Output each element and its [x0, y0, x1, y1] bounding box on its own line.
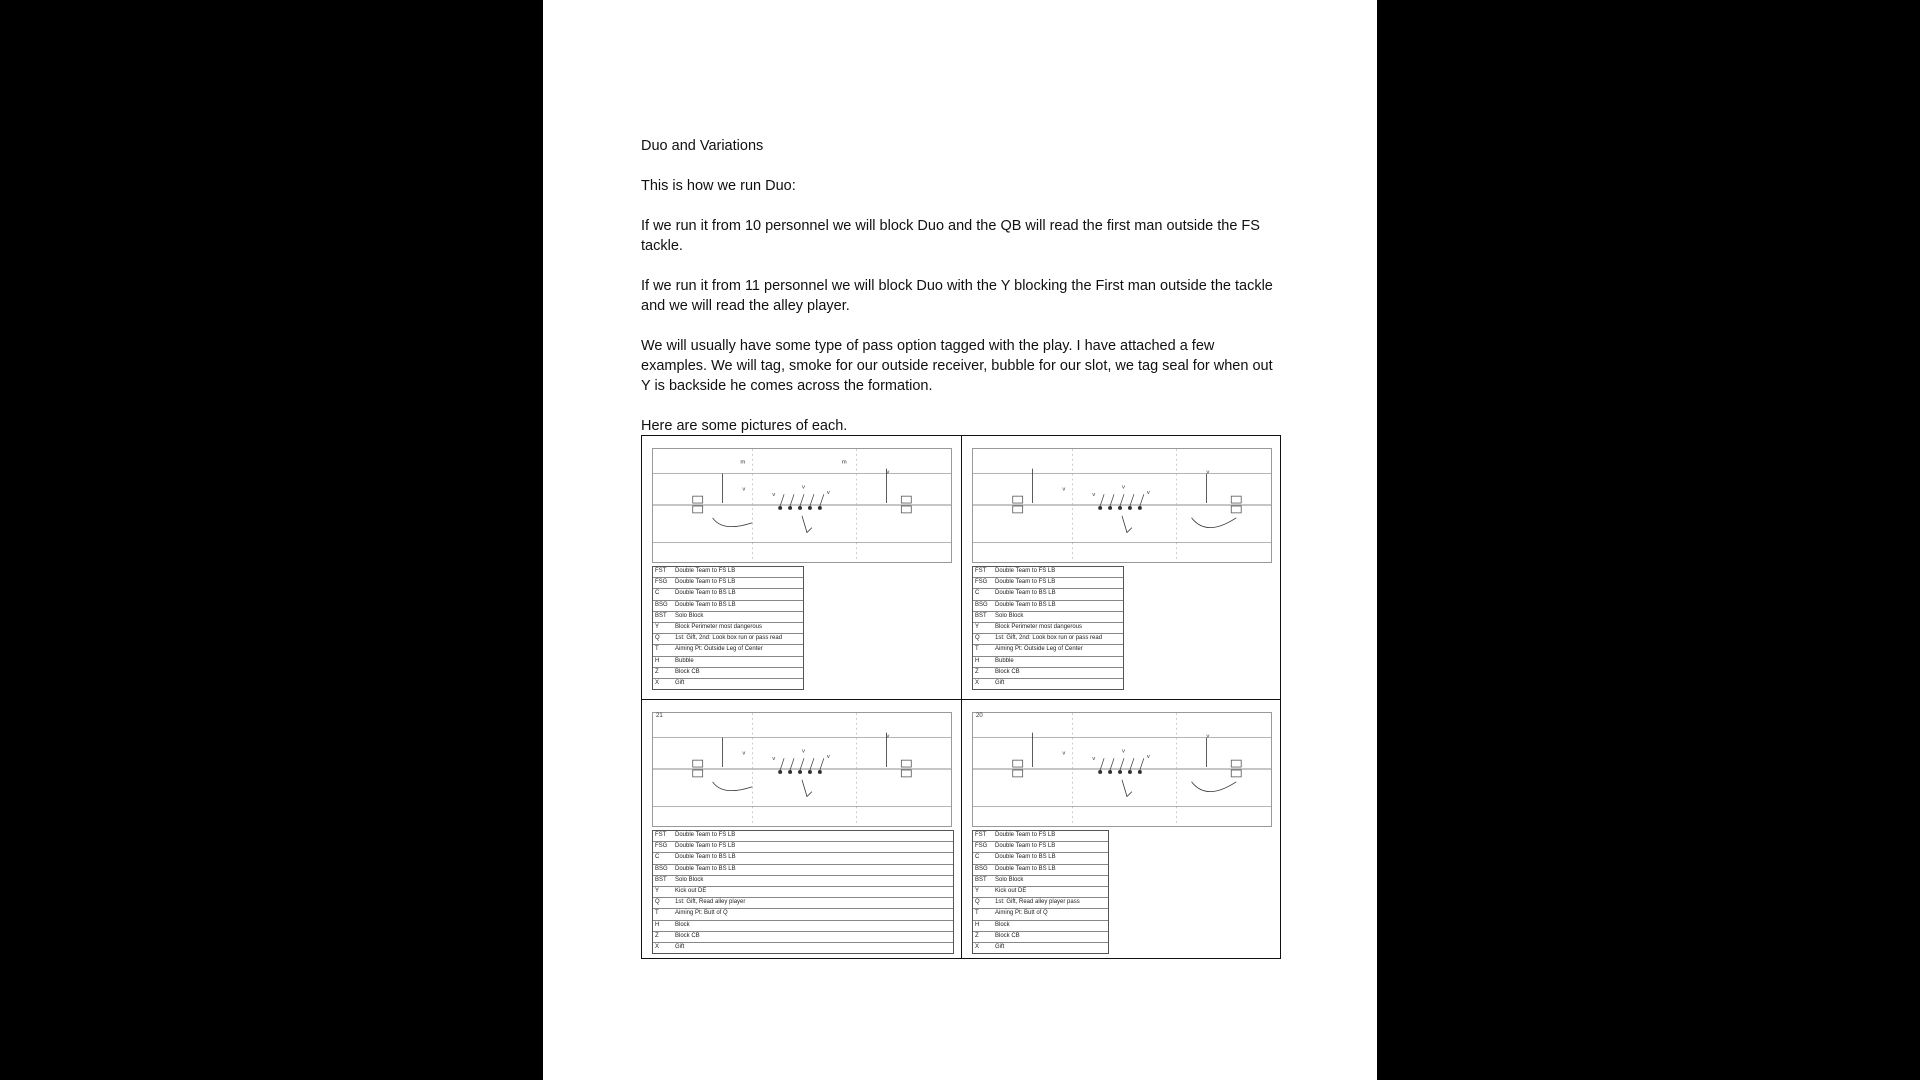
receiver-box: [1013, 506, 1023, 513]
receiver-box: [693, 496, 703, 503]
paragraph: If we run it from 10 personnel we will block Duo and the QB will read the first man outside the FS tackle.: [641, 218, 1260, 254]
assignment-row: [973, 853, 1108, 864]
position-code: Q: [975, 899, 980, 906]
block-arrow: [790, 494, 794, 506]
receiver-box: [693, 760, 703, 767]
position-code: FST: [975, 832, 987, 838]
block-arrow: [780, 494, 784, 506]
assignment-row: [973, 943, 1108, 953]
assignment-description: Double Team to BS LB: [995, 865, 1056, 872]
defender-mark: v: [826, 490, 830, 497]
lineman: [788, 770, 792, 774]
assignment-description: Double Team to BS LB: [995, 854, 1056, 861]
block-arrow: [820, 494, 824, 506]
defender-mark: v: [886, 733, 890, 740]
play-diagram: [652, 712, 952, 827]
assignment-row: [973, 921, 1108, 932]
assignment-description: Solo Block: [675, 612, 704, 619]
document-body: [641, 136, 1281, 456]
assignment-row: [973, 623, 1123, 634]
position-code: Y: [655, 887, 660, 894]
block-arrow: [1140, 494, 1144, 506]
assignment-description: Block Perimeter most dangerous: [995, 623, 1083, 630]
defender-mark: v: [802, 484, 805, 491]
field-label: 21: [656, 713, 663, 719]
lineman: [1128, 506, 1132, 510]
position-code: T: [975, 646, 979, 653]
block-arrow: [780, 758, 784, 770]
lineman: [1108, 506, 1112, 510]
assignment-description: Block CB: [675, 932, 700, 939]
position-code: BSG: [655, 865, 668, 872]
position-code: X: [655, 679, 660, 686]
assignment-row: [653, 943, 953, 953]
assignment-row: [653, 909, 953, 920]
defender-mark: v: [826, 754, 830, 761]
assignment-row: [973, 887, 1108, 898]
assignment-description: 1st: Gift, 2nd: Look box run or pass read: [675, 635, 783, 642]
lineman: [1098, 506, 1102, 510]
assignment-row: [973, 831, 1108, 842]
assignment-description: Block: [675, 921, 690, 928]
receiver-box: [693, 506, 703, 513]
assignment-row: [973, 909, 1108, 920]
assignment-row: [973, 842, 1108, 853]
play-cell: [642, 436, 961, 699]
defender-mark: v: [1092, 756, 1096, 763]
receiver-box: [901, 770, 911, 777]
defender-mark: v: [1062, 486, 1066, 493]
position-code: BST: [655, 876, 667, 883]
play-cell: [961, 436, 1280, 699]
assignment-row: [973, 932, 1108, 943]
assignment-description: Double Team to BS LB: [675, 854, 736, 861]
play-diagram: [972, 712, 1272, 827]
block-arrow: [1100, 758, 1104, 770]
document-title: Duo and Variations: [641, 138, 764, 154]
assignment-description: Aiming Pt: Outside Leg of Center: [995, 646, 1083, 653]
paragraph: We will usually have some type of pass option tagged with the play. I have attached a few examples. We will tag, smoke for our outside receiver, bubble for our slot, we tag seal for when out Y is backside he comes across the formation.: [641, 338, 1273, 394]
assignment-description: Bubble: [675, 657, 694, 664]
assignment-table: [972, 830, 1109, 954]
assignment-description: 1st: Gift, Read alley player: [675, 899, 746, 906]
position-code: BST: [975, 612, 987, 619]
assignment-table: [652, 566, 804, 690]
block-arrow: [800, 758, 804, 770]
assignment-row: [973, 898, 1108, 909]
position-code: Z: [655, 932, 659, 939]
receiver-box: [901, 506, 911, 513]
assignment-description: Solo Block: [995, 612, 1024, 619]
assignment-description: Block CB: [995, 668, 1020, 675]
assignment-row: [653, 898, 953, 909]
assignment-row: [973, 634, 1123, 645]
field-sketch: [973, 449, 1271, 562]
assignment-row: [973, 589, 1123, 600]
receiver-box: [1013, 760, 1023, 767]
assignment-row: [653, 668, 803, 679]
assignment-description: Block CB: [995, 932, 1020, 939]
lineman: [808, 506, 812, 510]
receiver-box: [1231, 770, 1241, 777]
position-code: H: [975, 921, 980, 928]
position-code: C: [975, 854, 980, 861]
position-code: H: [655, 921, 660, 928]
position-code: BST: [655, 612, 667, 619]
assignment-description: 1st: Gift, Read alley player pass: [995, 899, 1080, 906]
lineman: [778, 770, 782, 774]
assignment-description: Double Team to BS LB: [995, 590, 1056, 597]
assignment-row: [653, 831, 953, 842]
assignment-row: [653, 645, 803, 656]
assignment-row: [653, 657, 803, 668]
lineman: [1098, 770, 1102, 774]
assignment-description: Gift: [675, 943, 685, 950]
receiver-box: [1013, 496, 1023, 503]
position-code: C: [975, 590, 980, 597]
position-code: Y: [975, 623, 980, 630]
assignment-description: Block Perimeter most dangerous: [675, 623, 763, 630]
block-arrow: [820, 758, 824, 770]
block-arrow: [1110, 494, 1114, 506]
receiver-box: [901, 496, 911, 503]
motion-path: [1192, 518, 1237, 528]
assignment-row: [653, 601, 803, 612]
assignment-description: Double Team to FS LB: [675, 843, 736, 850]
defender-mark: v: [1146, 490, 1150, 497]
defender-mark: v: [742, 486, 746, 493]
position-code: X: [975, 679, 980, 686]
lineman: [1138, 506, 1142, 510]
defender-mark: v: [1092, 492, 1096, 499]
field-mark: m: [740, 459, 746, 466]
lineman: [798, 770, 802, 774]
assignment-row: [653, 865, 953, 876]
position-code: FST: [655, 832, 667, 838]
assignment-row: [653, 567, 803, 578]
assignment-description: Block CB: [675, 668, 700, 675]
assignment-row: [653, 842, 953, 853]
block-arrow: [1120, 758, 1124, 770]
assignment-description: Double Team to FS LB: [995, 579, 1056, 586]
assignment-description: 1st: Gift, 2nd: Look box run or pass read: [995, 635, 1103, 642]
assignment-description: Double Team to FS LB: [995, 843, 1056, 850]
lineman: [1128, 770, 1132, 774]
lineman: [818, 770, 822, 774]
block-arrow: [790, 758, 794, 770]
assignment-description: Double Team to BS LB: [995, 601, 1056, 608]
assignment-table: [652, 830, 954, 954]
lineman: [808, 770, 812, 774]
motion-path: [713, 782, 753, 791]
defender-mark: v: [886, 469, 890, 476]
lineman: [778, 506, 782, 510]
play-cell: [642, 699, 961, 958]
block-arrow: [800, 494, 804, 506]
position-code: T: [655, 646, 659, 653]
position-code: T: [975, 910, 979, 917]
position-code: BSG: [975, 865, 988, 872]
assignment-description: Gift: [675, 679, 685, 686]
block-arrow: [1140, 758, 1144, 770]
paragraph: If we run it from 11 personnel we will block Duo with the Y blocking the First man outside the tackle and we will read the alley player.: [641, 278, 1273, 314]
run-path: [1122, 516, 1132, 533]
assignment-row: [973, 567, 1123, 578]
assignment-description: Kick out DE: [675, 887, 707, 894]
assignment-description: Kick out DE: [995, 887, 1027, 894]
receiver-box: [1013, 770, 1023, 777]
defender-mark: v: [772, 756, 776, 763]
assignment-row: [653, 589, 803, 600]
assignment-description: Solo Block: [995, 876, 1024, 883]
position-code: FST: [655, 568, 667, 574]
assignment-description: Aiming Pt: Butt of Q: [995, 910, 1048, 917]
position-code: Q: [655, 635, 660, 642]
defender-mark: v: [1146, 754, 1150, 761]
assignment-row: [973, 679, 1123, 689]
lineman: [1118, 770, 1122, 774]
position-code: FST: [975, 568, 987, 574]
field-sketch: [973, 713, 1271, 826]
paragraph: This is how we run Duo:: [641, 178, 796, 194]
assignment-table: [972, 566, 1124, 690]
position-code: Z: [975, 932, 979, 939]
assignment-description: Double Team to BS LB: [675, 865, 736, 872]
assignment-row: [653, 932, 953, 943]
receiver-box: [901, 760, 911, 767]
position-code: Y: [655, 623, 660, 630]
assignment-description: Gift: [995, 943, 1005, 950]
run-path: [802, 780, 812, 797]
play-cell: [961, 699, 1280, 958]
field-sketch: [653, 713, 951, 826]
block-arrow: [1110, 758, 1114, 770]
position-code: T: [655, 910, 659, 917]
defender-mark: v: [802, 748, 805, 755]
defender-mark: v: [1206, 469, 1210, 476]
play-diagram: [972, 448, 1272, 563]
position-code: Z: [975, 668, 979, 675]
assignment-row: [653, 578, 803, 589]
position-code: FSG: [655, 579, 668, 586]
position-code: Y: [975, 887, 980, 894]
assignment-row: [653, 853, 953, 864]
assignment-description: Double Team to FS LB: [995, 832, 1056, 838]
assignment-row: [653, 887, 953, 898]
paragraph: Here are some pictures of each.: [641, 418, 848, 434]
assignment-description: Gift: [995, 679, 1005, 686]
assignment-row: [973, 657, 1123, 668]
position-code: X: [655, 943, 660, 950]
lineman: [1108, 770, 1112, 774]
assignment-description: Block: [995, 921, 1010, 928]
assignment-row: [653, 679, 803, 689]
assignment-row: [973, 876, 1108, 887]
position-code: BSG: [655, 601, 668, 608]
defender-mark: v: [772, 492, 776, 499]
defender-mark: v: [1206, 733, 1210, 740]
field-label: 20: [976, 713, 983, 719]
assignment-description: Double Team to BS LB: [675, 601, 736, 608]
position-code: BSG: [975, 601, 988, 608]
position-code: C: [655, 854, 660, 861]
position-code: FSG: [975, 579, 988, 586]
assignment-description: Double Team to FS LB: [675, 579, 736, 586]
position-code: FSG: [655, 843, 668, 850]
assignment-description: Aiming Pt: Butt of Q: [675, 910, 728, 917]
lineman: [798, 506, 802, 510]
defender-mark: v: [1122, 484, 1125, 491]
block-arrow: [1120, 494, 1124, 506]
block-arrow: [1100, 494, 1104, 506]
assignment-row: [973, 612, 1123, 623]
position-code: Q: [975, 635, 980, 642]
assignment-description: Double Team to FS LB: [675, 568, 736, 574]
field-sketch: [653, 449, 951, 562]
receiver-box: [693, 770, 703, 777]
position-code: X: [975, 943, 980, 950]
assignment-description: Double Team to FS LB: [675, 832, 736, 838]
assignment-description: Double Team to BS LB: [675, 590, 736, 597]
assignment-row: [653, 623, 803, 634]
lineman: [1138, 770, 1142, 774]
assignment-row: [653, 612, 803, 623]
lineman: [788, 506, 792, 510]
block-arrow: [810, 494, 814, 506]
block-arrow: [1130, 494, 1134, 506]
play-diagram-grid: [641, 435, 1281, 959]
assignment-row: [653, 876, 953, 887]
defender-mark: v: [742, 750, 746, 757]
receiver-box: [1231, 760, 1241, 767]
lineman: [818, 506, 822, 510]
receiver-box: [1231, 496, 1241, 503]
position-code: FSG: [975, 843, 988, 850]
lineman: [1118, 506, 1122, 510]
assignment-row: [653, 921, 953, 932]
defender-mark: v: [1122, 748, 1125, 755]
position-code: BST: [975, 876, 987, 883]
assignment-description: Bubble: [995, 657, 1014, 664]
motion-path: [1192, 782, 1237, 792]
assignment-description: Aiming Pt: Outside Leg of Center: [675, 646, 763, 653]
assignment-row: [973, 668, 1123, 679]
assignment-description: Double Team to FS LB: [995, 568, 1056, 574]
motion-path: [713, 518, 753, 527]
assignment-row: [973, 578, 1123, 589]
defender-mark: v: [1062, 750, 1066, 757]
position-code: Z: [655, 668, 659, 675]
assignment-row: [973, 645, 1123, 656]
assignment-description: Solo Block: [675, 876, 704, 883]
run-path: [802, 516, 812, 533]
document-page: [543, 0, 1377, 1080]
assignment-row: [973, 865, 1108, 876]
position-code: H: [975, 657, 980, 664]
field-mark: m: [841, 459, 847, 466]
block-arrow: [810, 758, 814, 770]
position-code: H: [655, 657, 660, 664]
assignment-row: [653, 634, 803, 645]
block-arrow: [1130, 758, 1134, 770]
receiver-box: [1231, 506, 1241, 513]
assignment-row: [973, 601, 1123, 612]
position-code: Q: [655, 899, 660, 906]
run-path: [1122, 780, 1132, 797]
position-code: C: [655, 590, 660, 597]
play-diagram: [652, 448, 952, 563]
